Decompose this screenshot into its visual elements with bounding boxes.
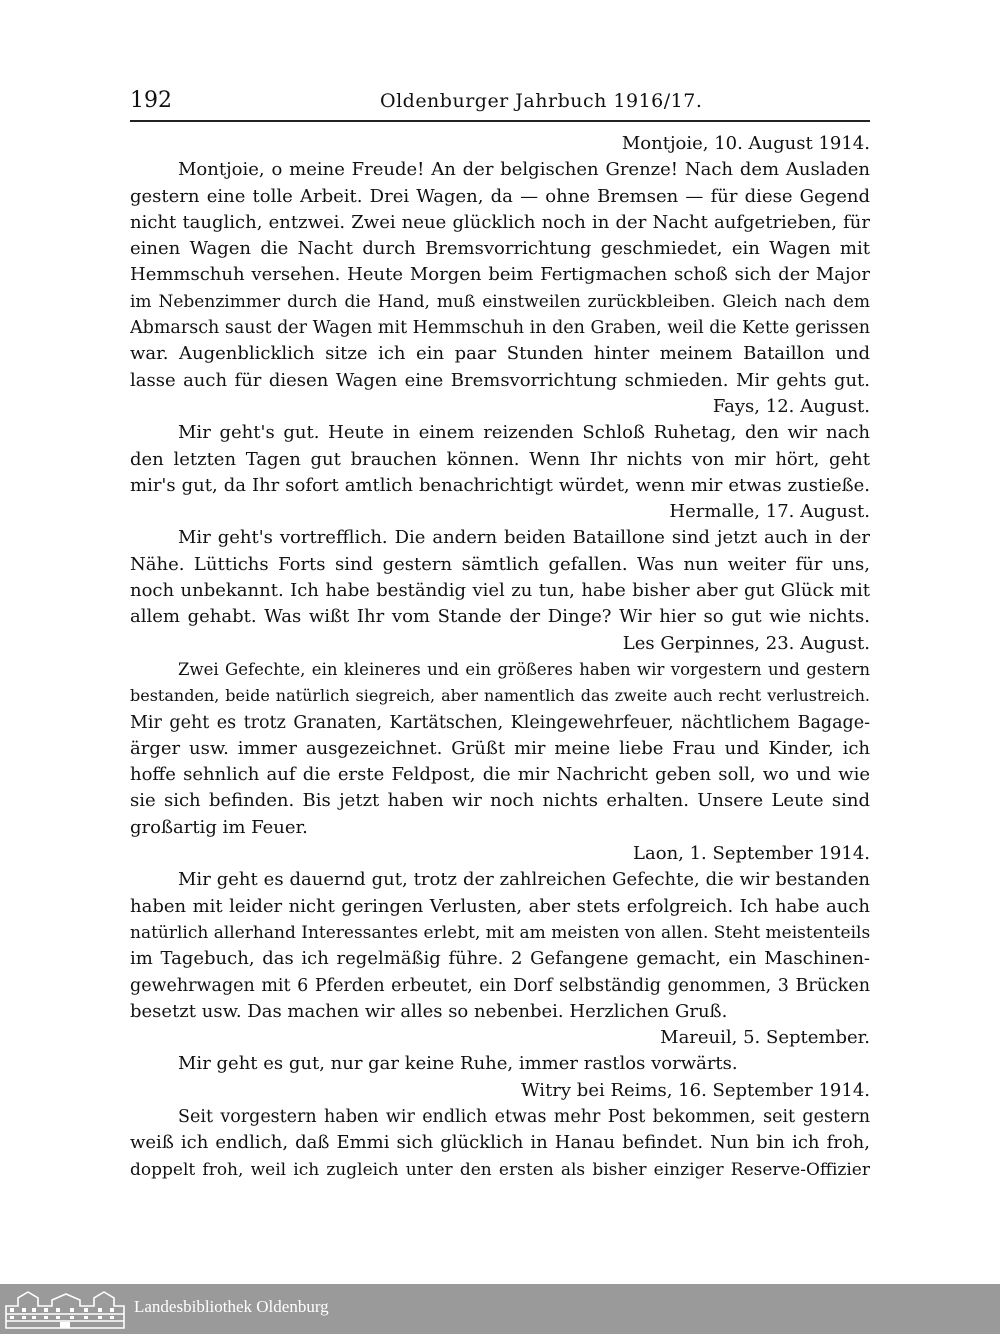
text-line: allem gehabt. Was wißt Ihr vom Stande der Dinge? Wir hier so gut wie nichts. xyxy=(130,606,870,628)
text-line: noch unbekannt. Ich habe beständig viel zu tun, habe bisher aber gut Glück mit xyxy=(130,580,870,602)
text-line: hoffe sehnlich auf die erste Feldpost, die mir Nachricht geben soll, wo und wie xyxy=(130,764,870,786)
text-line: Nähe. Lüttichs Forts sind gestern sämtlich gefallen. Was nun weiter für uns, xyxy=(130,553,870,575)
text-line: haben mit leider nicht geringen Verlusten, aber stets erfolgreich. Ich habe auch xyxy=(130,895,870,917)
text-line: Mir geht es dauernd gut, trotz der zahlreichen Gefechte, die wir bestanden xyxy=(178,869,870,891)
text-line: Mir geht's gut. Heute in einem reizenden Schloß Ruhetag, den wir nach xyxy=(178,422,870,444)
running-title: Oldenburger Jahrbuch 1916/17. xyxy=(380,90,703,112)
page-number: 192 xyxy=(130,88,172,113)
text-line: Seit vorgestern haben wir endlich etwas mehr Post bekommen, seit gestern xyxy=(178,1106,870,1127)
letter-text xyxy=(130,131,870,1183)
text-line: großartig im Feuer. xyxy=(130,816,308,838)
text-line: Hemmschuh versehen. Heute Morgen beim Fertigmachen schoß sich der Major xyxy=(130,264,870,286)
text-line: gestern eine tolle Arbeit. Drei Wagen, da — ohne Bremsen — für diese Gegend xyxy=(130,185,870,207)
page-header xyxy=(130,86,870,122)
text-line: den letzten Tagen gut brauchen können. Wenn Ihr nichts von mir hört, geht xyxy=(130,448,870,470)
dateline: Montjoie, 10. August 1914. xyxy=(621,133,870,154)
text-line: weiß ich endlich, daß Emmi sich glücklich in Hanau befindet. Nun bin ich froh, xyxy=(130,1132,870,1154)
text-line: nicht tauglich, entzwei. Zwei neue glücklich noch in der Nacht aufgetrieben, für xyxy=(130,211,870,233)
dateline: Laon, 1. September 1914. xyxy=(633,843,870,865)
text-line: Mir geht es gut, nur gar keine Ruhe, immer rastlos vorwärts. xyxy=(178,1053,738,1075)
text-line: Zwei Gefechte, ein kleineres und ein größeres haben wir vorgestern und gestern xyxy=(178,659,870,679)
library-name: Landesbibliothek Oldenburg xyxy=(134,1297,329,1316)
text-line: im Nebenzimmer durch die Hand, muß einstweilen zurückbleiben. Gleich nach dem xyxy=(130,291,870,312)
text-line: doppelt froh, weil ich zugleich unter den ersten als bisher einziger Reserve-Offizier xyxy=(130,1159,870,1180)
text-line: Mir geht es trotz Granaten, Kartätschen, Kleingewehrfeuer, nächtlichem Bagage- xyxy=(130,712,870,733)
text-line: ärger usw. immer ausgezeichnet. Grüßt mir meine liebe Frau und Kinder, ich xyxy=(130,737,870,759)
text-line: besetzt usw. Das machen wir alles so nebenbei. Herzlichen Gruß. xyxy=(130,1000,728,1022)
text-line: lasse auch für diesen Wagen eine Bremsvorrichtung schmieden. Mir gehts gut. xyxy=(130,369,870,391)
text-line: war. Augenblicklich sitze ich ein paar Stunden hinter meinem Bataillon und xyxy=(130,343,870,365)
text-line: mir's gut, da Ihr sofort amtlich benachrichtigt würdet, wenn mir etwas zustieße. xyxy=(130,474,870,496)
dateline: Mareuil, 5. September. xyxy=(660,1027,870,1049)
footer-bar xyxy=(0,1284,1000,1334)
text-line: Montjoie, o meine Freude! An der belgischen Grenze! Nach dem Ausladen xyxy=(178,159,870,181)
dateline: Hermalle, 17. August. xyxy=(669,501,870,523)
text-line: Mir geht's vortrefflich. Die andern beiden Bataillone sind jetzt auch in der xyxy=(178,527,870,549)
dateline: Les Gerpinnes, 23. August. xyxy=(622,632,870,654)
text-line: gewehrwagen mit 6 Pferden erbeutet, ein Dorf selbständig genommen, 3 Brücken xyxy=(130,975,870,996)
text-line: Abmarsch saust der Wagen mit Hemmschuh in den Graben, weil die Kette gerissen xyxy=(130,318,870,339)
library-building-icon xyxy=(4,1288,126,1330)
text-line: natürlich allerhand Interessantes erlebt, mit am meisten von allen. Steht meistenteils xyxy=(130,922,870,943)
text-line: im Tagebuch, das ich regelmäßig führe. 2 Gefangene gemacht, ein Maschinen- xyxy=(130,948,870,970)
dateline: Witry bei Reims, 16. September 1914. xyxy=(521,1079,870,1101)
dateline: Fays, 12. August. xyxy=(712,395,870,417)
text-line: einen Wagen die Nacht durch Bremsvorrichtung geschmiedet, ein Wagen mit xyxy=(130,238,870,260)
text-line: sie sich befinden. Bis jetzt haben wir noch nichts erhalten. Unsere Leute sind xyxy=(130,790,870,812)
text-line: bestanden, beide natürlich siegreich, aber namentlich das zweite auch recht verlustreich. xyxy=(130,686,870,706)
